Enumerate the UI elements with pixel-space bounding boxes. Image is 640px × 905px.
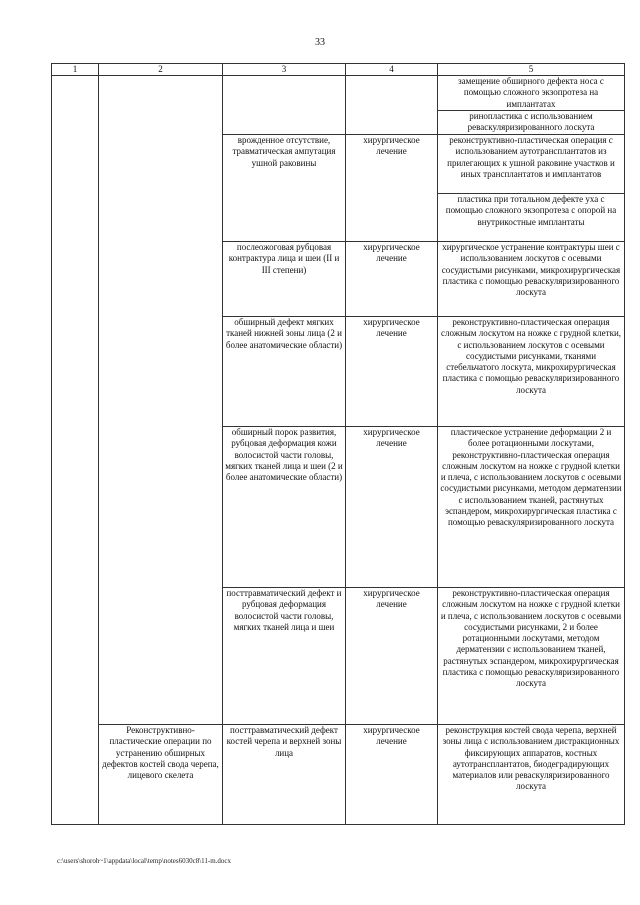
treatment-type-cell: хирургическое лечение — [346, 725, 438, 825]
table-row — [52, 76, 625, 135]
footer-file-path: c:\users\shoroh~1\appdata\local\temp\notes6030c8\11-m.docx — [57, 857, 232, 865]
method-cell: реконструктивно-пластическая операция сложным лоскутом на ножке с грудной клетки и плеча, с использованием лоскутов с осевыми сосудистыми рисунками, 2 и более ротационными лоскутами, методом дерматензии с использованием тканей, растянутых эспандером, микрохирургическая пластика с помощью реваскуляризированного лоскута — [438, 588, 625, 725]
procedures-table — [51, 63, 625, 825]
column-header-2: 2 — [99, 64, 223, 76]
treatment-type-cell — [346, 76, 438, 135]
diagnosis-cell: посттравматический дефект костей черепа и верхней зоны лица — [223, 725, 346, 825]
method-cell: реконструктивно-пластическая операция сложным лоскутом на ножке с грудной клетки, с использованием лоскутов с осевыми сосудистыми рисунками, тканями стебельчатого лоскута, микрохирургическая пластика с помощью реваскуляризированного лоскута — [438, 317, 625, 427]
method-text: ринопластика с использованием реваскуляризированного лоскута — [467, 111, 595, 133]
diagnosis-cell: обширный дефект мягких тканей нижней зоны лица (2 и более анатомические области) — [223, 317, 346, 427]
column-header-1: 1 — [52, 64, 99, 76]
diagnosis-cell: посттравматический дефект и рубцовая деформация волосистой части головы, мягких тканей лица и шеи — [223, 588, 346, 725]
treatment-type-cell: хирургическое лечение — [346, 427, 438, 588]
column-header-3: 3 — [223, 64, 346, 76]
diagnosis-cell — [223, 76, 346, 135]
method-cell — [438, 135, 625, 242]
diagnosis-cell: обширный порок развития, рубцовая деформация кожи волосистой части головы, мягких тканей лица и шеи (2 и более анатомические области) — [223, 427, 346, 588]
treatment-type-cell: хирургическое лечение — [346, 317, 438, 427]
column-1-cell — [52, 76, 99, 825]
method-text: реконструктивно-пластическая операция с использованием аутотрансплантатов из прилегающих к ушной раковине участков и иных трансплантатов и имплантатов — [438, 135, 624, 194]
page-number: 33 — [315, 37, 325, 48]
column-header-5: 5 — [438, 64, 625, 76]
method-cell: реконструкция костей свода черепа, верхней зоны лица с использованием дистракционных фиксирующих аппаратов, костных аутотрансплантатов, биодеградирующих материалов или реваскуляризированного лоскута — [438, 725, 625, 825]
method-cell: хирургическое устранение контрактуры шеи с использованием лоскутов с осевыми сосудистыми рисунками, микрохирургическая пластика с помощью реваскуляризированного лоскута — [438, 242, 625, 317]
diagnosis-cell: врожденное отсутствие, травматическая ампутация ушной раковины — [223, 135, 346, 242]
column-header-4: 4 — [346, 64, 438, 76]
method-cell — [438, 76, 625, 135]
diagnosis-cell: послеожоговая рубцовая контрактура лица и шеи (II и III степени) — [223, 242, 346, 317]
treatment-type-cell: хирургическое лечение — [346, 588, 438, 725]
table-row — [52, 725, 625, 825]
header-row — [52, 64, 625, 76]
method-text: замещение обширного дефекта носа с помощью сложного экзопротеза на имплантатах — [438, 76, 624, 111]
column-2-cell — [99, 76, 223, 725]
treatment-type-cell: хирургическое лечение — [346, 242, 438, 317]
method-cell: пластическое устранение деформации 2 и более ротационными лоскутами, реконструктивно-пластическая операция сложным лоскутом на ножке с грудной клетки и плеча, с использованием лоскутов с осевыми сосудистыми рисунками, методом дерматензии с использованием тканей, растянутых эспандером, микрохирургическая пластика с помощью реваскуляризированного лоскута — [438, 427, 625, 588]
procedure-group-cell: Реконструктивно-пластические операции по устранению обширных дефектов костей свода черепа, лицевого скелета — [99, 725, 223, 825]
treatment-type-cell: хирургическое лечение — [346, 135, 438, 242]
method-text: пластика при тотальном дефекте уха с помощью сложного экзопротеза с опорой на внутрикостные имплантаты — [445, 194, 617, 227]
